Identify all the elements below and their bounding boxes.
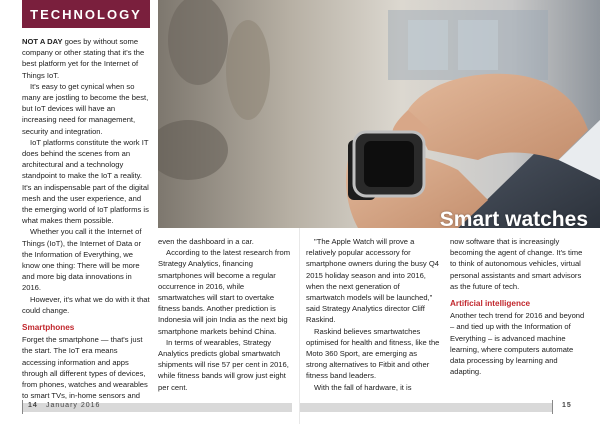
paragraph: Raskind believes smartwatches optimised for health and fitness, like the Moto 360 Sport, are emerging as strong alternatives to Fitbit and other fitness band leaders. — [306, 326, 440, 381]
paragraph: IoT platforms constitute the work IT does behind the scenes from an architectural and a technology standpoint to make the IoT a reality. It's an indispensable part of the digital mesh and the user experience, and the emerging world of IoT platforms is what makes them possible. — [22, 137, 149, 226]
article-column-2 — [158, 236, 291, 393]
subheading-artificial-intelligence: Artificial intelligence — [450, 299, 531, 309]
page-number-right: 15 — [562, 402, 572, 409]
footer-bar-right — [300, 403, 552, 412]
paragraph: "The Apple Watch will prove a relatively popular accessory for smartphone owners during the busy Q4 2015 holiday season and into 2016, when the next generation of smartwatch models will be launched," said Strategy Analytics director Cliff Raskind. — [306, 237, 439, 325]
paragraph: Whether you call it the Internet of Things (IoT), the Internet of Data or the Information of Everything, we know one thing: There will be more and more big data innovations in 2016. — [22, 227, 142, 293]
folio-tick-right — [552, 400, 553, 414]
page-gutter — [299, 228, 300, 424]
subheading-smartphones: Smartphones — [22, 323, 75, 333]
article-column-1 — [22, 36, 150, 402]
photo-illustration — [158, 0, 600, 228]
section-label: TECHNOLOGY — [22, 0, 150, 28]
article-column-3 — [306, 236, 440, 393]
paragraph: now software that is increasingly becoming the agent of change. It's time to think of autonomous vehicles, virtual personal assistants and smart advisors as the future of tech. — [450, 237, 583, 291]
lead-paragraph-rest: goes by without some company or other stating that it's the best platform yet for the Internet of Things IoT. — [22, 37, 145, 80]
page-number-left: 14 — [28, 402, 38, 409]
paragraph: Forget the smartphone — that's just the start. The IoT era means accessing information and apps through all different types of devices, from phones, watches and wearables to smart TVs, in-home sensors and — [22, 335, 148, 401]
paragraph: Another tech trend for 2016 and beyond – and tied up with the Information of Everything – is advanced machine learning, where computers automate data processing by learning and adapting. — [450, 311, 585, 377]
paragraph: However, it's what we do with it that could change. — [22, 294, 150, 315]
lead-in: NOT A DAY — [22, 37, 63, 46]
article-column-4 — [450, 236, 585, 377]
paragraph: It's easy to get cynical when so many are jostling to become the best, but IoT devices will have an increasing need for management, security and integration. — [22, 81, 149, 136]
issue-date: January 2016 — [46, 402, 101, 409]
smartwatch-photo — [158, 0, 600, 228]
paragraph: According to the latest research from Strategy Analytics, financing smartphones will become a regular occurrence in 2016, while smartwatches will start to overtake fitness bands. Another prediction is Indonesia will join India as the next big smartphone markets behind China. — [158, 248, 291, 336]
paragraph: In terms of wearables, Strategy Analytics predicts global smartwatch shipments will rise 57 per cent in 2016, while fitness bands will grow just eight per cent. — [158, 337, 289, 392]
paragraph: even the dashboard in a car. — [158, 237, 254, 246]
folio-tick-left — [22, 400, 23, 414]
paragraph: With the fall of hardware, it is — [314, 382, 412, 392]
headline: Smart watches — [439, 208, 588, 231]
paragraph — [22, 36, 150, 81]
